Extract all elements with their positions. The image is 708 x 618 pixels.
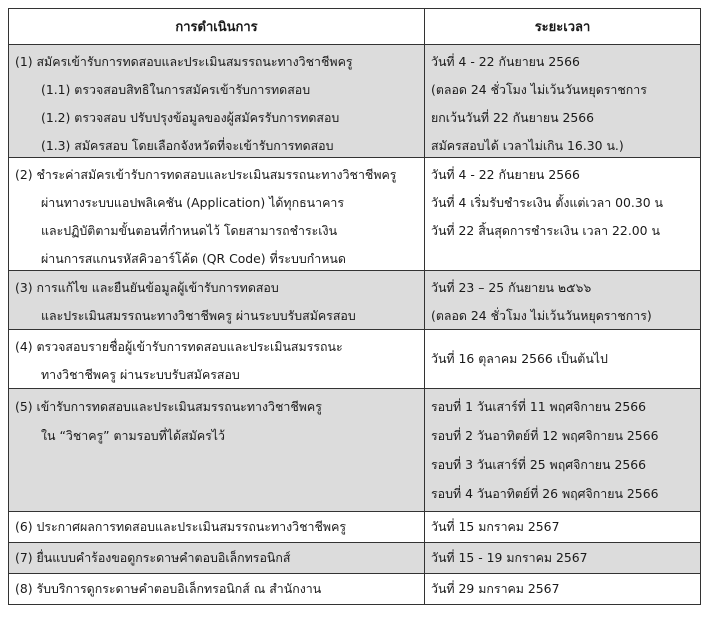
period-cell <box>425 574 701 605</box>
action-cell <box>9 574 425 605</box>
period-cell <box>425 45 701 158</box>
table-row <box>9 330 701 389</box>
period-cell <box>425 543 701 574</box>
period-cell <box>425 330 701 389</box>
schedule-container <box>8 8 700 605</box>
action-line: (3) การแก้ไข และยืนยันข้อมูลผู้เข้ารับการทดสอบ <box>15 280 279 295</box>
period-line: วันที่ 4 - 22 กันยายน 2566 <box>431 54 580 69</box>
period-line: รอบที่ 2 วันอาทิตย์ที่ 12 พฤศจิกายน 2566 <box>431 428 659 443</box>
header-period: ระยะเวลา <box>425 9 701 45</box>
table-row <box>9 543 701 574</box>
period-line: วันที่ 15 มกราคม 2567 <box>431 519 560 534</box>
action-line: ผ่านการสแกนรหัสคิวอาร์โค้ด (QR Code) ที่ระบบกำหนด <box>41 251 346 266</box>
action-line: และปฏิบัติตามขั้นตอนที่กำหนดไว้ โดยสามารถชำระเงิน <box>41 223 338 238</box>
action-line: และประเมินสมรรถนะทางวิชาชีพครู ผ่านระบบรับสมัครสอบ <box>41 308 356 323</box>
action-line: (6) ประกาศผลการทดสอบและประเมินสมรรถนะทางวิชาชีพครู <box>15 519 347 534</box>
period-line: วันที่ 29 มกราคม 2567 <box>431 581 560 596</box>
action-line: (1.1) ตรวจสอบสิทธิในการสมัครเข้ารับการทดสอบ <box>41 82 311 97</box>
period-line: วันที่ 4 - 22 กันยายน 2566 <box>431 167 580 182</box>
period-line: รอบที่ 1 วันเสาร์ที่ 11 พฤศจิกายน 2566 <box>431 399 646 414</box>
action-cell <box>9 158 425 271</box>
period-line: วันที่ 4 เริ่มรับชำระเงิน ตั้งแต่เวลา 00.30 น <box>431 195 663 210</box>
period-line: วันที่ 22 สิ้นสุดการชำระเงิน เวลา 22.00 น <box>431 223 660 238</box>
header-action: การดำเนินการ <box>9 9 425 45</box>
table-row <box>9 271 701 330</box>
table-row <box>9 45 701 158</box>
action-line: ใน “วิชาครู” ตามรอบที่ได้สมัครไว้ <box>41 428 225 443</box>
action-cell <box>9 389 425 512</box>
schedule-table <box>8 8 701 605</box>
action-line: (1) สมัครเข้ารับการทดสอบและประเมินสมรรถนะทางวิชาชีพครู <box>15 54 353 69</box>
action-cell <box>9 330 425 389</box>
period-line: วันที่ 23 – 25 กันยายน ๒๕๖๖ <box>431 280 592 295</box>
period-line: ยกเว้นวันที่ 22 กันยายน 2566 <box>431 110 595 125</box>
period-line: รอบที่ 3 วันเสาร์ที่ 25 พฤศจิกายน 2566 <box>431 457 646 472</box>
table-row <box>9 158 701 271</box>
period-line: วันที่ 16 ตุลาคม 2566 เป็นต้นไป <box>431 351 608 366</box>
period-line: วันที่ 15 - 19 มกราคม 2567 <box>431 550 588 565</box>
period-cell <box>425 158 701 271</box>
action-line: ผ่านทางระบบแอปพลิเคชัน (Application) ได้ทุกธนาคาร <box>41 195 344 210</box>
action-line: (4) ตรวจสอบรายชื่อผู้เข้ารับการทดสอบและประเมินสมรรถนะ <box>15 339 343 354</box>
table-row <box>9 574 701 605</box>
action-line: (5) เข้ารับการทดสอบและประเมินสมรรถนะทางวิชาชีพครู <box>15 399 322 414</box>
period-cell <box>425 271 701 330</box>
period-cell <box>425 512 701 543</box>
action-line: (2) ชำระค่าสมัครเข้ารับการทดสอบและประเมินสมรรถนะทางวิชาชีพครู <box>15 167 397 182</box>
action-line: (8) รับบริการดูกระดาษคำตอบอิเล็กทรอนิกส์ ณ สำนักงาน <box>15 581 322 596</box>
action-line: ทางวิชาชีพครู ผ่านระบบรับสมัครสอบ <box>41 367 240 382</box>
action-cell <box>9 45 425 158</box>
table-header-row <box>9 9 701 45</box>
action-line: (1.2) ตรวจสอบ ปรับปรุงข้อมูลของผู้สมัครรับการทดสอบ <box>41 110 340 125</box>
period-line: (ตลอด 24 ชั่วโมง ไม่เว้นวันหยุดราชการ <box>431 82 647 97</box>
table-row <box>9 389 701 512</box>
action-cell <box>9 512 425 543</box>
period-line: รอบที่ 4 วันอาทิตย์ที่ 26 พฤศจิกายน 2566 <box>431 486 659 501</box>
action-cell <box>9 543 425 574</box>
period-cell <box>425 389 701 512</box>
table-row <box>9 512 701 543</box>
period-line: สมัครสอบได้ เวลาไม่เกิน 16.30 น.) <box>431 138 624 153</box>
action-cell <box>9 271 425 330</box>
action-line: (1.3) สมัครสอบ โดยเลือกจังหวัดที่จะเข้ารับการทดสอบ <box>41 138 334 153</box>
action-line: (7) ยื่นแบบคำร้องขอดูกระดาษคำตอบอิเล็กทรอนิกส์ <box>15 550 291 565</box>
period-line: (ตลอด 24 ชั่วโมง ไม่เว้นวันหยุดราชการ) <box>431 308 652 323</box>
